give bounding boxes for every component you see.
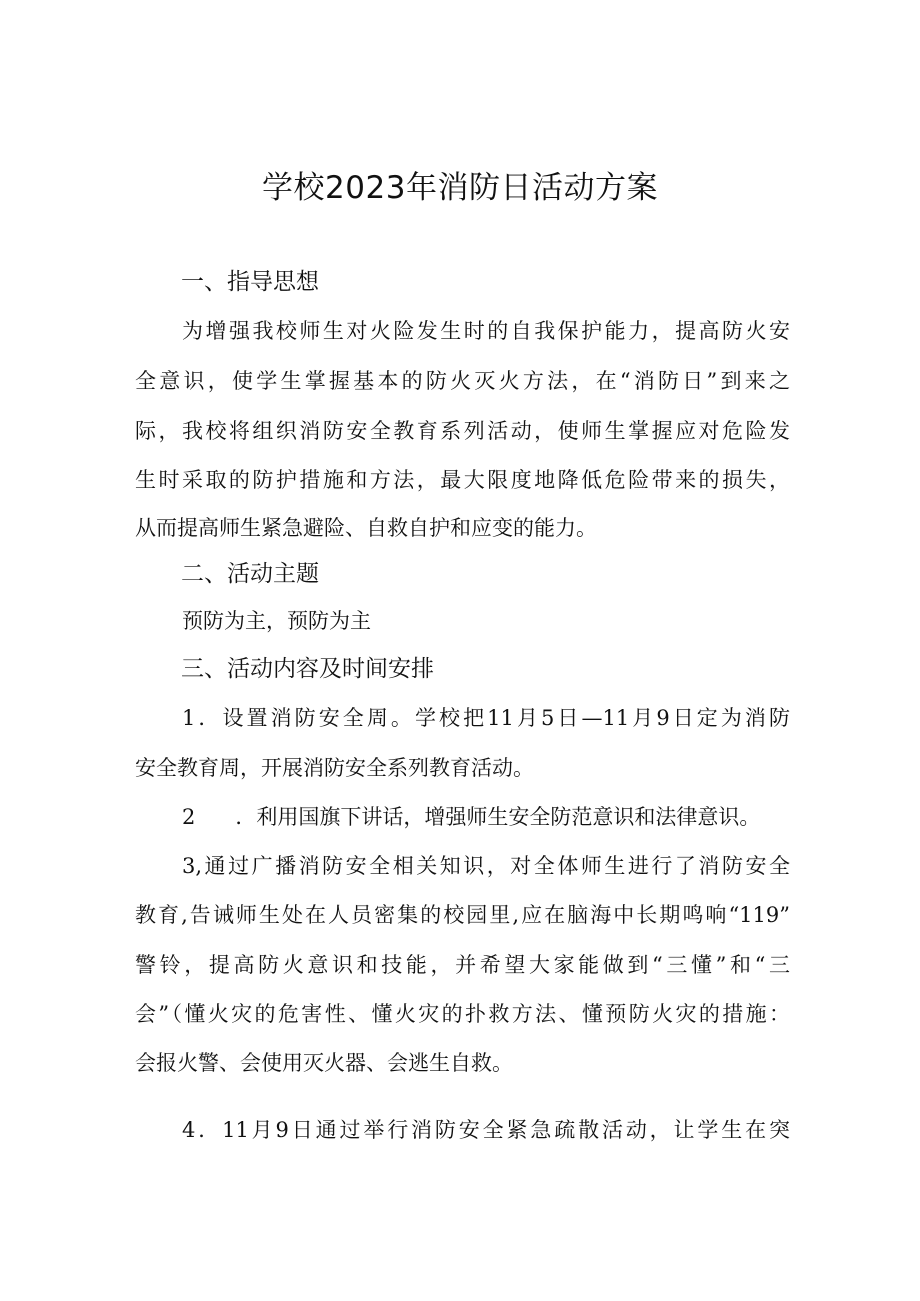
section-heading-guiding-ideology: 一、指导思想 [181,269,319,295]
list-item-1-line: 安全教育周，开展消防安全系列教育活动。 [135,756,534,780]
list-item-4-line: 4．11月9日通过举行消防安全紧急疏散活动，让学生在突 [182,1118,790,1142]
list-item-3-line: 会”（懂火灾的危害性、懂火灾的扑救方法、懂预防火灾的措施： [135,1002,790,1026]
list-item-2-number: 2 [182,805,196,829]
list-item-2-line [182,802,760,832]
paragraph-line: 际，我校将组织消防安全教育系列活动，使师生掌握应对危险发 [135,419,790,443]
paragraph-line: 生时采取的防护措施和方法，最大限度地降低危险带来的损失， [135,468,790,492]
section-heading-activity-schedule: 三、活动内容及时间安排 [181,656,434,682]
paragraph-line: 为增强我校师生对火险发生时的自我保护能力，提高防火安 [182,319,790,343]
paragraph-line: 从而提高师生紧急避险、自救自护和应变的能力。 [135,516,597,540]
paragraph-line: 全意识，使学生掌握基本的防火灭火方法，在“消防日”到来之 [135,369,790,393]
section-heading-activity-theme: 二、活动主题 [181,561,319,587]
list-item-3-line: 会报火警、会使用灭火器、会逃生自救。 [135,1051,513,1075]
list-item-3-line: 3,通过广播消防安全相关知识，对全体师生进行了消防安全 [182,854,790,878]
list-item-2-text: ．利用国旗下讲话，增强师生安全防范意识和法律意识。 [235,805,761,829]
list-item-3-line: 警铃，提高防火意识和技能，并希望大家能做到“三懂”和“三 [135,953,790,977]
list-item-3-line: 教育,告诫师生处在人员密集的校园里,应在脑海中长期鸣响“119” [135,903,790,927]
theme-text: 预防为主，预防为主 [182,609,371,633]
list-item-1-line: 1．设置消防安全周。学校把11月5日—11月9日定为消防 [182,706,790,730]
document-title: 学校2023年消防日活动方案 [262,170,658,206]
